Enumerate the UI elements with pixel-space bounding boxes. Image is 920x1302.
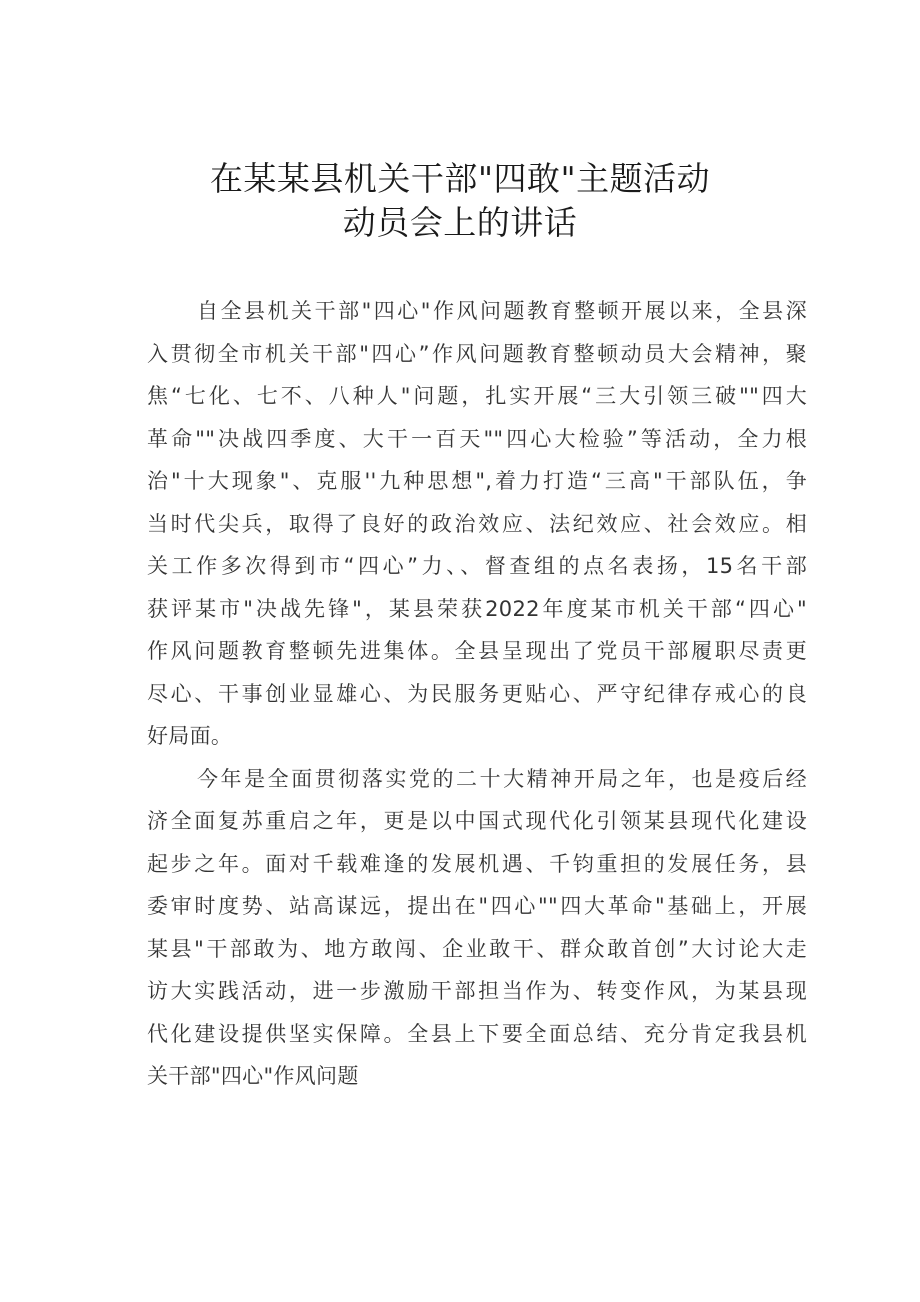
paragraph-2 (147, 758, 807, 1098)
paragraph-line: 代化建设提供坚实保障。全县上下要全面总结、充分肯定我县机 (147, 1021, 807, 1046)
document-title-line-1: 在某某县机关干部"四敢"主题活动 (209, 159, 711, 198)
paragraph-line: 今年是全面贯彻落实党的二十大精神开局之年，也是疫后经 (197, 766, 807, 791)
paragraph-line: 自全县机关干部"四心"作风问题教育整顿开展以来，全县深 (197, 299, 807, 323)
paragraph-line: 作风问题教育整顿先进集体。全县呈现出了党员干部履职尽责更 (147, 639, 807, 663)
paragraph-line: 委审时度势、站高谋远，提出在"四心""四大革命"基础上，开展 (147, 894, 807, 918)
paragraph-line: 当时代尖兵，取得了良好的政治效应、法纪效应、社会效应。相 (147, 511, 807, 536)
paragraph-line: 关干部"四心"作风问题 (147, 1064, 359, 1088)
paragraph-line: 革命""决战四季度、大干一百天""四心大检验”等活动，全力根 (147, 426, 807, 451)
paragraph-line: 获评某市"决战先锋"，某县荣获2022年度某市机关干部“四心" (147, 596, 807, 621)
paragraph-line: 治"十大现象"、克服''九种思想",着力打造“三高"干部队伍，争 (147, 469, 807, 493)
paragraph-line: 某县"干部敢为、地方敢闯、企业敢干、群众敢首创”大讨论大走 (147, 936, 807, 961)
paragraph-line: 焦“七化、七不、八种人"问题，扎实开展“三大引领三破""四大 (147, 384, 807, 408)
paragraph-1 (147, 290, 807, 758)
paragraph-line: 起步之年。面对千载难逢的发展机遇、千钧重担的发展任务，县 (147, 851, 807, 876)
paragraph-line: 好局面。 (147, 724, 233, 748)
paragraph-line: 入贯彻全市机关干部"四心”作风问题教育整顿动员大会精神，聚 (147, 341, 807, 366)
paragraph-line: 尽心、干事创业显雄心、为民服务更贴心、严守纪律存戒心的良 (147, 681, 807, 706)
document-body (147, 290, 807, 1098)
document-title-line-2: 动员会上的讲话 (342, 203, 578, 242)
paragraph-line: 关工作多次得到市“四心”力、、督查组的点名表扬，15名干部 (147, 554, 807, 578)
paragraph-line: 济全面复苏重启之年，更是以中国式现代化引领某县现代化建设 (147, 809, 807, 833)
paragraph-line: 访大实践活动，进一步激励干部担当作为、转变作风，为某县现 (147, 979, 807, 1003)
